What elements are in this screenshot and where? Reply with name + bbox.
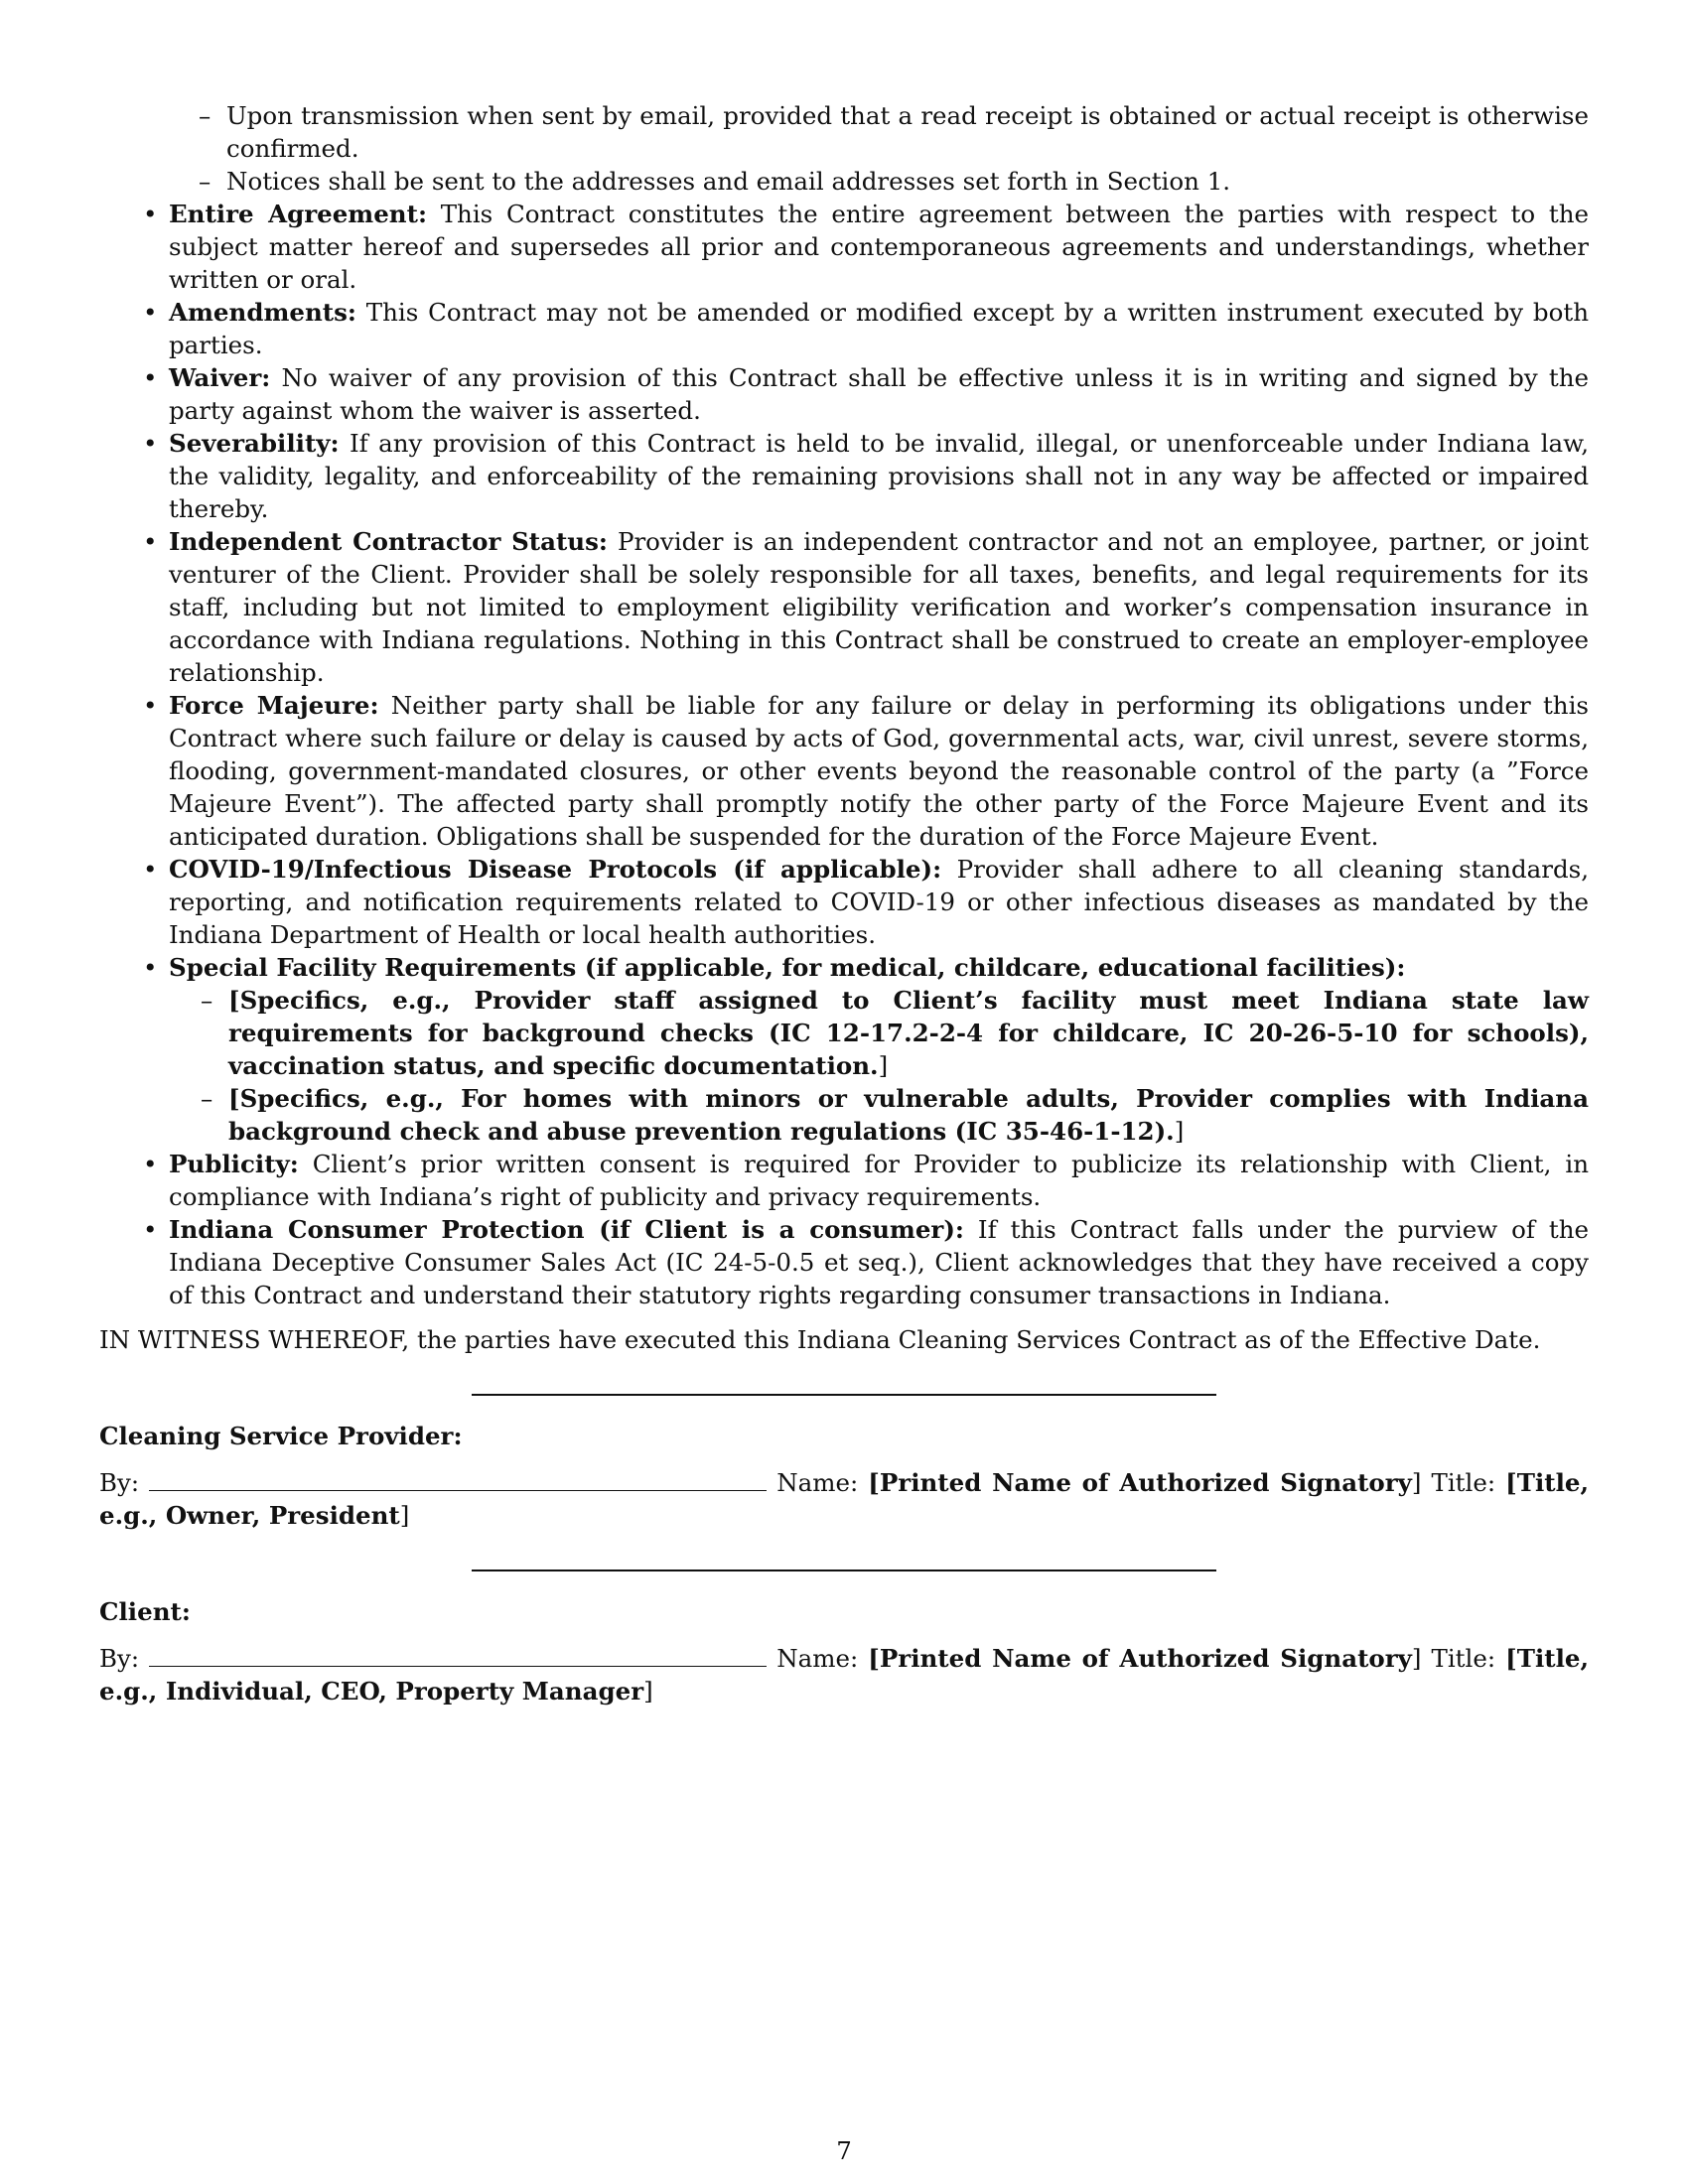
clause-consumer-protection (169, 1213, 1589, 1311)
provider-signature-line (99, 1466, 1589, 1532)
special-facility-list (228, 984, 1589, 1148)
provider-title-placeholder: [Title, e.g., Owner, President (99, 1468, 1590, 1530)
clause-text: No waiver of any provision of this Contract shall be effective unless it is in writing and signed by the party against whom the waiver is asserted. (169, 363, 1589, 425)
page-number: 7 (836, 2136, 852, 2165)
provider-name-placeholder: [Printed Name of Authorized Signatory (868, 1468, 1412, 1497)
special-facility-item (228, 1082, 1589, 1148)
title-label: Title: (1421, 1468, 1506, 1497)
placeholder-text: [Specifics, e.g., For homes with minors or vulnerable adults, Provider complies with Indiana background check and abuse prevention regulations (IC 35-46-1-12). (228, 1084, 1589, 1146)
title-label: Title: (1421, 1644, 1506, 1673)
clause-title: Amendments: (169, 298, 356, 327)
clause-text: Client’s prior written consent is required for Provider to publicize its relationship with Client, in compliance with Indiana’s right of publicity and privacy requirements. (169, 1150, 1589, 1211)
clause-text: Neither party shall be liable for any failure or delay in performing its obligations under this Contract where such failure or delay is caused by acts of God, governmental acts, war, civil unrest, severe storms, flooding, government-mandated closures, or other events beyond the reasonable control of the party (a ”Force Majeure Event”). The affected party shall promptly notify the other party of the Force Majeure Event and its anticipated duration. Obligations shall be suspended for the duration of the Force Majeure Event. (169, 691, 1589, 851)
provider-label: Cleaning Service Provider: (99, 1422, 463, 1450)
clause-text: Provider is an independent contractor and not an employee, partner, or joint venturer of the Client. Provider shall be solely responsible for all taxes, benefits, and legal requirements for its staff, including but not limited to employment eligibility verification and worker’s compensation insurance in accordance with Indiana regulations. Nothing in this Contract shall be construed to create an employer-employee relationship. (169, 527, 1589, 687)
by-label: By: (99, 1468, 140, 1497)
clause-text: This Contract constitutes the entire agreement between the parties with respect to the subject matter hereof and supersedes all prior and contemporaneous agreements and understandings, whether written or oral. (169, 200, 1589, 294)
clause-severability (169, 427, 1589, 525)
clause-title: Entire Agreement: (169, 200, 427, 228)
clause-title: Severability: (169, 429, 340, 458)
clause-entire-agreement (169, 198, 1589, 296)
by-label: By: (99, 1644, 140, 1673)
client-signature-line (99, 1642, 1589, 1707)
name-label: Name: (767, 1468, 869, 1497)
client-name-placeholder: [Printed Name of Authorized Signatory (868, 1644, 1412, 1673)
bracket-close: ] (1174, 1117, 1185, 1146)
general-provisions-list (169, 198, 1589, 1311)
bracket-close: ] (643, 1677, 653, 1706)
clause-title: Waiver: (169, 363, 271, 392)
client-signature-field[interactable] (149, 1644, 767, 1667)
clause-title: Force Majeure: (169, 691, 379, 720)
clause-independent-contractor (169, 525, 1589, 689)
signature-separator (472, 1570, 1216, 1571)
clause-waiver (169, 361, 1589, 427)
notice-item: – Notices shall be sent to the addresses and email addresses set forth in Section 1. (226, 165, 1589, 198)
clause-text: Provider shall adhere to all cleaning standards, reporting, and notification requirements related to COVID-19 or other infectious diseases as mandated by the Indiana Department of Health or local health authorities. (169, 855, 1590, 949)
clause-title: Special Facility Requirements (if applicable, for medical, childcare, educational facilities): (169, 953, 1406, 982)
notice-methods-list (226, 99, 1589, 198)
clause-force-majeure (169, 689, 1589, 853)
clause-covid (169, 853, 1589, 951)
clause-title: Independent Contractor Status: (169, 527, 608, 556)
placeholder-text: [Specifics, e.g., Provider staff assigned to Client’s facility must meet Indiana state law requirements for background checks (IC 12-17.2-2-4 for childcare, IC 20-26-5-10 for schools), vaccination status, and specific documentation. (228, 986, 1589, 1080)
clause-text: This Contract may not be amended or modified except by a written instrument executed by both parties. (169, 298, 1589, 359)
bracket-close: ] (399, 1501, 410, 1530)
clause-amendments (169, 296, 1589, 361)
client-title-placeholder: [Title, e.g., Individual, CEO, Property Manager (99, 1644, 1590, 1706)
name-label: Name: (767, 1644, 869, 1673)
provider-signature-field[interactable] (149, 1468, 767, 1491)
clause-special-facility (169, 951, 1589, 1148)
witness-statement: IN WITNESS WHEREOF, the parties have executed this Indiana Cleaning Services Contract as of the Effective Date. (99, 1325, 1541, 1354)
client-label: Client: (99, 1597, 191, 1626)
special-facility-item (228, 984, 1589, 1082)
document-page (99, 99, 1589, 1707)
clause-title: Indiana Consumer Protection (if Client is a consumer): (169, 1215, 964, 1244)
bracket-close: ] (1411, 1644, 1422, 1673)
bracket-close: ] (878, 1051, 889, 1080)
clause-publicity (169, 1148, 1589, 1213)
signature-separator (472, 1394, 1216, 1396)
clause-title: Publicity: (169, 1150, 299, 1178)
clause-title: COVID-19/Infectious Disease Protocols (if applicable): (169, 855, 942, 884)
bracket-close: ] (1411, 1468, 1422, 1497)
notice-item: – Upon transmission when sent by email, provided that a read receipt is obtained or actual receipt is otherwise confirmed. (226, 99, 1589, 165)
clause-text: If this Contract falls under the purview of the Indiana Deceptive Consumer Sales Act (IC 24-5-0.5 et seq.), Client acknowledges that they have received a copy of this Contract and understand their statutory rights regarding consumer transactions in Indiana. (169, 1215, 1589, 1309)
clause-text: If any provision of this Contract is held to be invalid, illegal, or unenforceable under Indiana law, the validity, legality, and enforceability of the remaining provisions shall not in any way be affected or impaired thereby. (169, 429, 1589, 523)
